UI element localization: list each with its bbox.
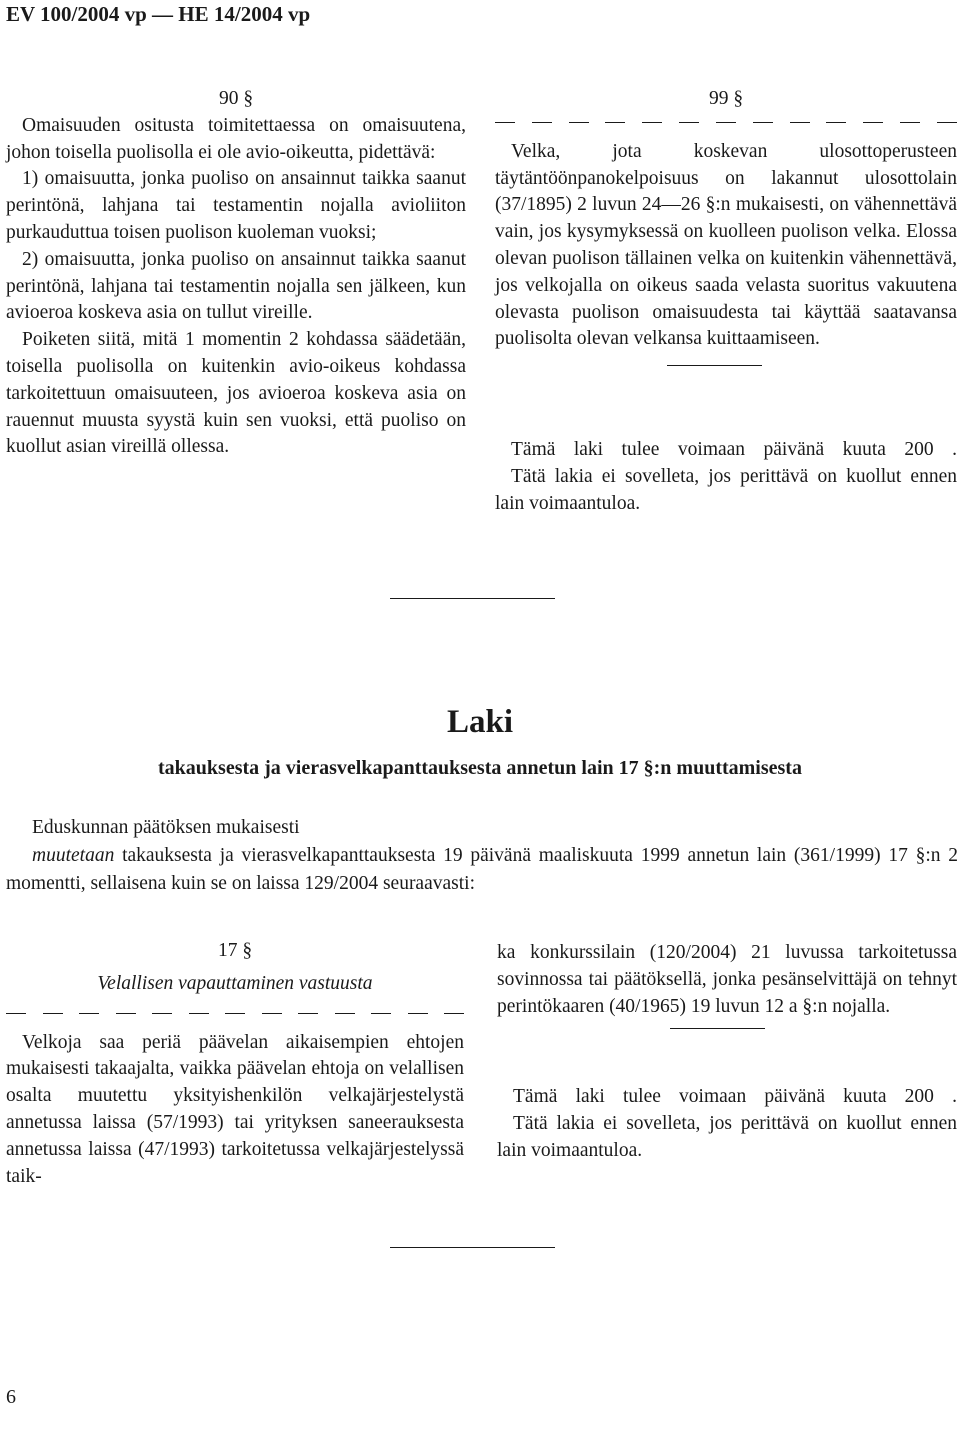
document-header: EV 100/2004 vp — HE 14/2004 vp [6,2,311,26]
paragraph: Velkoja saa periä päävelan aikaisempien ehtojen mukaisesti takaajalta, vaikka päävelan ehtoja on velallisen osalta muutettu yksityishenkilön velkajärjestelystä annetussa laissa (57/1993) tai yrityksen saneerauksesta annetussa laissa (47/1993) tarkoitetussa velkajärjestelyssä taik- [6,1031,464,1187]
omission-dashes [6,1004,464,1024]
paragraph: Tämä laki tulee voimaan päivänä kuuta 200 . [511,439,957,461]
left-column-lower [6,938,464,1190]
section-title: Velallisen vapauttaminen vastuusta [97,972,373,994]
left-column-upper [6,86,466,461]
paragraph: 1) omaisuutta, jonka puoliso on ansainnut taikka saanut perintönä, lahjana tai testamentin nojalla avioliiton purkauduttua toisen puolison kuoleman vuoksi; [6,168,466,243]
law-preamble [6,814,958,898]
right-column-upper [495,86,957,518]
paragraph: Omaisuuden ositusta toimitettaessa on omaisuutena, johon toisella puolisolla ei ole avio-oikeutta, pidettävä: [6,114,466,163]
paragraph: 2) omaisuutta, jonka puoliso on ansainnut taikka saanut perintönä, lahjana tai testamentin nojalla sen jälkeen, kun avioeroa koskeva asia on tullut vireille. [6,248,466,324]
amend-keyword: muutetaan [32,845,115,866]
section-separator-rule [390,598,555,599]
section-heading-99: 99 § [708,88,744,109]
law-title: Laki [446,704,514,740]
paragraph: ka konkurssilain (120/2004) 21 luvussa tarkoitetussa sovinnossa tai päätöksellä, jonka pesänselvittäjä on tehnyt perintökaaren (40/1965) 19 luvun 12 a §:n nojalla. [497,942,957,1017]
law-subtitle: takauksesta ja vierasvelkapanttauksesta annetun lain 17 §:n muuttamisesta [158,757,802,779]
spacer [495,353,957,437]
spacer [497,1020,957,1084]
paragraph: Velka, jota koskevan ulosottoperusteen täytäntöönpanokelpoisuus on lakannut ulosottolain (37/1895) 2 luvun 24—26 §:n mukaisesti, on vähennettävä vain, jos kysymyksessä on kuolleen puolison velka. Elossa olevan puolison tällainen velka on kuitenkin vähennettävä, jos velkojalla on oikeus saada velasta suoritus vakuutena olevasta puolison omaisuudesta tai käyttää saatavansa puolisolta olevan velkansa kuittaamiseen. [495,140,957,350]
short-rule [670,1028,765,1029]
section-separator-rule [390,1247,555,1248]
page-number: 6 [6,1386,16,1408]
paragraph: Tämä laki tulee voimaan päivänä kuuta 200 . [513,1086,957,1108]
section-heading-17: 17 § [217,940,253,961]
preamble-intro: Eduskunnan päätöksen mukaisesti [32,817,300,838]
paragraph: Tätä lakia ei sovelleta, jos perittävä on kuollut ennen lain voimaantuloa. [497,1113,957,1161]
preamble-amendment [6,842,958,898]
amend-text: takauksesta ja vierasvelkapanttauksesta 19 päivänä maaliskuuta 1999 annetun lain (361/1999) 17 §:n 2 momentti, sellaisena kuin se on laissa 129/2004 seuraavasti: [6,845,958,894]
paragraph: Tätä lakia ei sovelleta, jos perittävä on kuollut ennen lain voimaantuloa. [495,465,957,514]
right-column-lower [497,940,957,1165]
omission-dashes [495,113,957,133]
short-rule [667,365,762,366]
paragraph: Poiketen siitä, mitä 1 momentin 2 kohdassa säädetään, toisella puolisolla on kuitenkin avio-oikeus kohdassa tarkoitettuun omaisuuteen, jos avioeroa koskeva asia on rauennut muusta syystä kuin sen vuoksi, että puoliso on kuollut asian vireillä ollessa. [6,329,466,458]
section-heading-90: 90 § [218,88,254,109]
